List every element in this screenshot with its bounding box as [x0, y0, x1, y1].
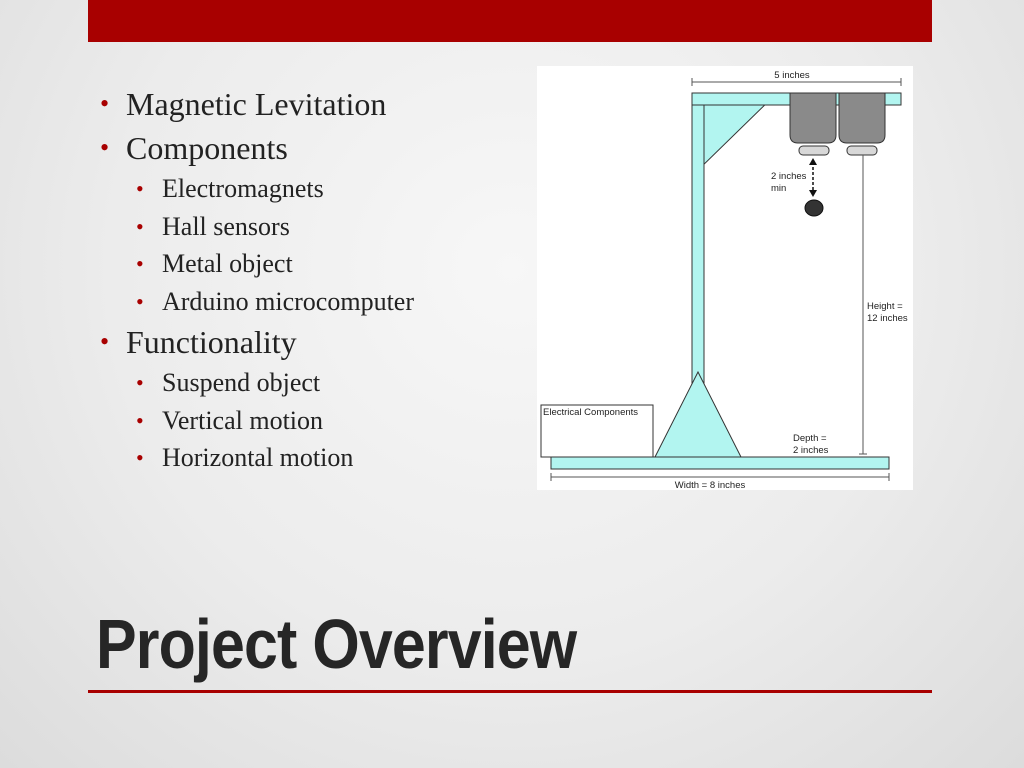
- sub-bullet-item: • Suspend object: [100, 364, 520, 402]
- diagram-svg: [537, 66, 913, 490]
- electromagnet-right: [839, 93, 885, 143]
- sub-bullet-item: • Vertical motion: [100, 402, 520, 440]
- gap-label-line2: min: [771, 183, 787, 194]
- bullet-item: • Components: [100, 126, 520, 170]
- depth-label-line1: Depth =: [793, 433, 827, 444]
- bottom-accent-rule: [88, 690, 932, 693]
- top-accent-bar: [88, 0, 932, 42]
- hall-sensor-left: [799, 146, 829, 155]
- gap-arrow-down-icon: [809, 190, 817, 197]
- sub-bullet-item: • Horizontal motion: [100, 439, 520, 477]
- sub-bullet-item: • Arduino microcomputer: [100, 283, 520, 321]
- bullet-list: [100, 82, 520, 477]
- electrical-components-label: Electrical Components: [543, 407, 639, 418]
- hall-sensor-right: [847, 146, 877, 155]
- slide-title: Project Overview: [96, 605, 577, 683]
- frame-base: [551, 457, 889, 469]
- height-label-line2: 12 inches: [867, 313, 908, 324]
- electromagnet-left: [790, 93, 836, 143]
- gap-arrow-up-icon: [809, 158, 817, 165]
- height-label-line1: Height =: [867, 301, 903, 312]
- top-width-label: 5 inches: [774, 70, 810, 81]
- base-width-label: Width = 8 inches: [674, 480, 746, 490]
- sub-bullet-item: • Hall sensors: [100, 208, 520, 246]
- bullet-item: • Magnetic Levitation: [100, 82, 520, 126]
- gap-label-line1: 2 inches: [771, 171, 807, 182]
- depth-label-line2: 2 inches: [793, 445, 829, 456]
- levitation-diagram: [537, 66, 913, 490]
- frame-triangle-foot: [655, 372, 741, 457]
- sub-bullet-item: • Electromagnets: [100, 170, 520, 208]
- sub-bullet-item: • Metal object: [100, 245, 520, 283]
- metal-object: [805, 200, 823, 216]
- bullet-item: • Functionality: [100, 320, 520, 364]
